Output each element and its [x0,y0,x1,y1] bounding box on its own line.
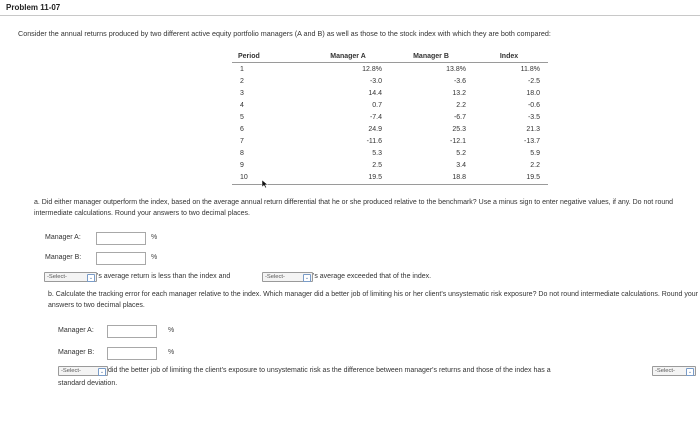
part-b-select-1-value: -Select- [61,368,81,374]
cell-index: 21.3 [526,126,540,134]
cell-period: 2 [240,77,244,85]
question-b: b. Calculate the tracking error for each manager relative to the index. Which manager did a better job of limiting his or her client's unsystematic risk exposure? Do not round intermediate calculations. Round your answers to two decimal places. [48,291,698,309]
cell-index: 5.9 [530,150,540,158]
part-b-text-2: standard deviation. [58,380,118,387]
cell-manager-a: -3.0 [369,77,382,85]
cell-index: 2.2 [530,162,540,170]
part-b-manager-b-input[interactable] [107,347,157,360]
cell-manager-a: 19.5 [300,172,382,185]
header-divider [0,15,700,16]
part-a-select-2-value: -Select- [265,274,285,280]
part-b-manager-a-label: Manager A: [58,327,94,334]
chevron-down-icon: ⌄ [687,369,693,375]
table-row [232,136,548,148]
chevron-down-icon: ⌄ [304,275,310,281]
table-row [232,87,548,99]
cell-manager-b: 13.8% [446,65,466,73]
part-a-manager-b-unit: % [151,254,158,261]
table-row [232,160,548,172]
header-manager-b: Manager B [382,51,466,63]
cell-manager-a: 12.8% [362,65,382,73]
cell-manager-a: -11.6 [366,138,382,146]
part-a-manager-b-input[interactable] [96,252,146,265]
header-index: Index [466,51,548,63]
part-a-manager-a-input[interactable] [96,232,146,245]
part-a-select-1[interactable] [44,272,97,282]
part-a-text-1: 's average return is less than the index and [97,273,231,280]
table-row [232,172,548,185]
cell-index: 19.5 [466,172,548,185]
chevron-down-icon: ⌄ [99,369,105,375]
part-b-select-2[interactable] [652,366,696,376]
cell-period: 1 [240,65,244,73]
part-b-select-1[interactable] [58,366,108,376]
cell-manager-a: 24.9 [368,126,382,134]
part-a-text-2: 's average exceeded that of the index. [313,273,432,280]
table-row [232,75,548,87]
cell-period: 5 [240,113,244,121]
cell-period: 3 [240,89,244,97]
cell-manager-a: -7.4 [369,113,382,121]
part-a-manager-a-unit: % [151,234,158,241]
cell-manager-a: 14.4 [368,89,382,97]
mouse-cursor-icon [261,179,270,189]
cell-manager-b: 2.2 [456,101,466,109]
part-b-manager-b-label: Manager B: [58,349,95,356]
cell-period: 8 [240,150,244,158]
table-row [232,123,548,135]
cell-index: 18.0 [526,89,540,97]
returns-table-header [232,51,548,63]
cell-manager-b: -6.7 [453,113,466,121]
cell-period: 9 [240,162,244,170]
cell-period: 4 [240,101,244,109]
header-manager-a: Manager A [300,51,382,63]
table-row [232,111,548,123]
table-row [232,99,548,111]
cell-index: -13.7 [524,138,540,146]
cell-manager-a: 2.5 [372,162,382,170]
part-a-select-1-value: -Select- [47,274,67,280]
cell-manager-b: 13.2 [452,89,466,97]
part-a-select-2[interactable] [262,272,313,282]
cell-period: 10 [232,172,300,185]
cell-manager-a: 5.3 [372,150,382,158]
table-row [232,63,548,76]
part-b-select-2-value: -Select- [655,368,675,374]
part-b-manager-a-unit: % [168,327,175,334]
cell-manager-b: 3.4 [456,162,466,170]
cell-period: 6 [240,126,244,134]
part-b-text-1: did the better job of limiting the client's exposure to unsystematic risk as the difference between manager's returns and those of the index has a [108,367,551,374]
cell-manager-b: 18.8 [382,172,466,185]
problem-title: Problem 11-07 [6,3,61,12]
cell-index: -3.5 [527,113,540,121]
cell-manager-b: 25.3 [452,126,466,134]
cell-index: 11.8% [520,65,540,73]
chevron-down-icon: ⌄ [88,275,94,281]
cell-manager-a: 0.7 [372,101,382,109]
header-period: Period [232,51,300,63]
cell-index: -0.6 [527,101,540,109]
cell-manager-b: -3.6 [453,77,466,85]
table-row [232,148,548,160]
question-a: a. Did either manager outperform the index, based on the average annual return differential that he or she produced relative to the benchmark? Use a minus sign to enter negative values, if any. Do not round intermediate calculations. Round your answers to two decimal places. [34,199,674,217]
cell-period: 7 [240,138,244,146]
part-b-manager-a-input[interactable] [107,325,157,338]
part-a-manager-b-label: Manager B: [45,254,82,261]
part-b-manager-b-unit: % [168,349,175,356]
returns-table [232,51,548,185]
cell-manager-b: 5.2 [456,150,466,158]
problem-intro: Consider the annual returns produced by two different active equity portfolio managers (A and B) as well as those to the stock index with which they are both compared: [18,29,551,38]
cell-index: -2.5 [527,77,540,85]
cell-manager-b: -12.1 [450,138,466,146]
part-a-manager-a-label: Manager A: [45,234,81,241]
